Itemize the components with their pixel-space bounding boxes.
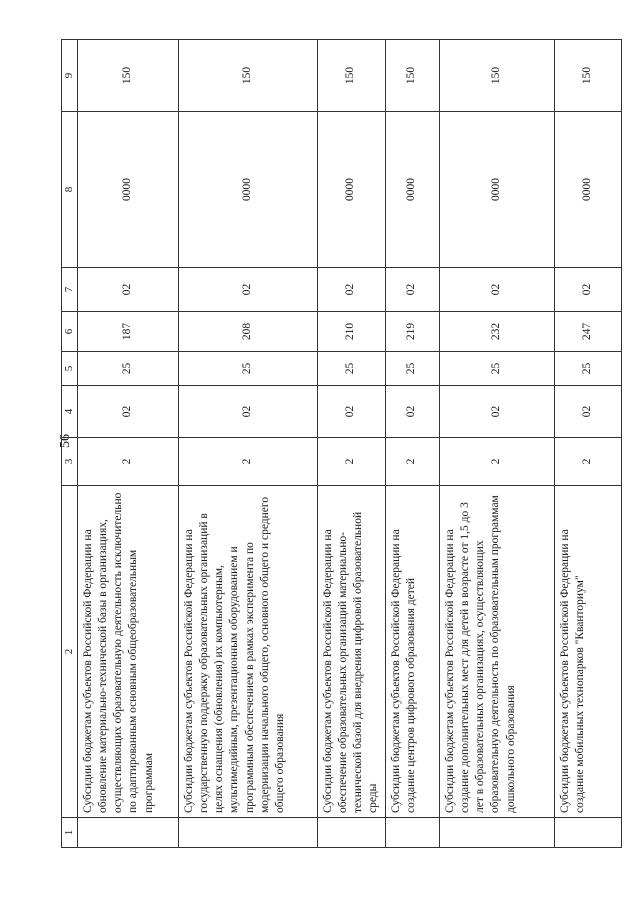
cell-description: Субсидии бюджетам субъектов Российской Федерации на создание дополнительных мест для детей в возрасте от 1,5 до 3 лет в образовательных организациях, осуществляющих образовательную деятельность по образовательным программам дошкольного образования xyxy=(439,486,554,818)
budget-table xyxy=(61,39,622,848)
cell-col5: 25 xyxy=(385,352,439,386)
cell-col3: 2 xyxy=(554,438,621,486)
cell-col3: 2 xyxy=(317,438,385,486)
cell-col6: 219 xyxy=(385,312,439,352)
table-row xyxy=(439,40,554,848)
cell-col6: 187 xyxy=(77,312,178,352)
cell-col5: 25 xyxy=(178,352,317,386)
table-row xyxy=(317,40,385,848)
table-row xyxy=(178,40,317,848)
cell-col3: 2 xyxy=(439,438,554,486)
cell-col3: 2 xyxy=(385,438,439,486)
cell-col4: 02 xyxy=(77,386,178,438)
cell-col8: 0000 xyxy=(385,112,439,268)
cell-col9: 150 xyxy=(439,40,554,112)
cell-col5: 25 xyxy=(554,352,621,386)
cell-col7: 02 xyxy=(385,268,439,312)
header-col-9: 9 xyxy=(62,40,78,112)
header-col-3: 3 xyxy=(62,438,78,486)
rotated-table-container xyxy=(61,40,618,848)
cell-col5: 25 xyxy=(317,352,385,386)
cell-col6: 247 xyxy=(554,312,621,352)
cell-col7: 02 xyxy=(439,268,554,312)
page-number: 56 xyxy=(58,434,73,448)
cell-col4: 02 xyxy=(178,386,317,438)
cell-col8: 0000 xyxy=(178,112,317,268)
header-col-5: 5 xyxy=(62,352,78,386)
cell-col8: 0000 xyxy=(439,112,554,268)
cell-col3: 2 xyxy=(178,438,317,486)
cell-col9: 150 xyxy=(385,40,439,112)
cell-index xyxy=(317,818,385,848)
cell-description: Субсидии бюджетам субъектов Российской Федерации на создание центров цифрового образования детей xyxy=(385,486,439,818)
header-col-8: 8 xyxy=(62,112,78,268)
cell-col6: 208 xyxy=(178,312,317,352)
cell-index xyxy=(439,818,554,848)
table-row xyxy=(554,40,621,848)
cell-col9: 150 xyxy=(77,40,178,112)
cell-col7: 02 xyxy=(554,268,621,312)
cell-index xyxy=(554,818,621,848)
cell-description: Субсидии бюджетам субъектов Российской Федерации на государственную поддержку образовательных организаций в целях оснащения (обновления) их компьютерным, мультимедийным, презентационным оборудованием и программным обеспечением в рамках эксперимента по модернизации начального общего, основного общего и среднего общего образования xyxy=(178,486,317,818)
header-col-2: 2 xyxy=(62,486,78,818)
cell-description: Субсидии бюджетам субъектов Российской Федерации на обеспечение образовательных организаций материально-технической базой для внедрения цифровой образовательной среды xyxy=(317,486,385,818)
cell-col5: 25 xyxy=(439,352,554,386)
cell-description: Субсидии бюджетам субъектов Российской Федерации на обновление материально-технической базы в организациях, осуществляющих образовательную деятельность исключительно по адаптированным основным общеобразовательным программам xyxy=(77,486,178,818)
table-row xyxy=(385,40,439,848)
header-col-7: 7 xyxy=(62,268,78,312)
cell-col9: 150 xyxy=(178,40,317,112)
cell-col5: 25 xyxy=(77,352,178,386)
cell-col7: 02 xyxy=(178,268,317,312)
header-col-6: 6 xyxy=(62,312,78,352)
cell-description: Субсидии бюджетам субъектов Российской Федерации на создание мобильных технопарков "Кванториум" xyxy=(554,486,621,818)
cell-col6: 210 xyxy=(317,312,385,352)
table-row xyxy=(77,40,178,848)
cell-col8: 0000 xyxy=(77,112,178,268)
header-col-4: 4 xyxy=(62,386,78,438)
cell-col4: 02 xyxy=(439,386,554,438)
table-header-row xyxy=(62,40,78,848)
cell-col4: 02 xyxy=(554,386,621,438)
cell-col9: 150 xyxy=(317,40,385,112)
cell-col8: 0000 xyxy=(554,112,621,268)
cell-col6: 232 xyxy=(439,312,554,352)
cell-index xyxy=(178,818,317,848)
cell-col4: 02 xyxy=(385,386,439,438)
cell-col9: 150 xyxy=(554,40,621,112)
cell-col4: 02 xyxy=(317,386,385,438)
cell-col8: 0000 xyxy=(317,112,385,268)
cell-index xyxy=(77,818,178,848)
header-col-1: 1 xyxy=(62,818,78,848)
cell-col7: 02 xyxy=(77,268,178,312)
cell-col3: 2 xyxy=(77,438,178,486)
cell-index xyxy=(385,818,439,848)
cell-col7: 02 xyxy=(317,268,385,312)
